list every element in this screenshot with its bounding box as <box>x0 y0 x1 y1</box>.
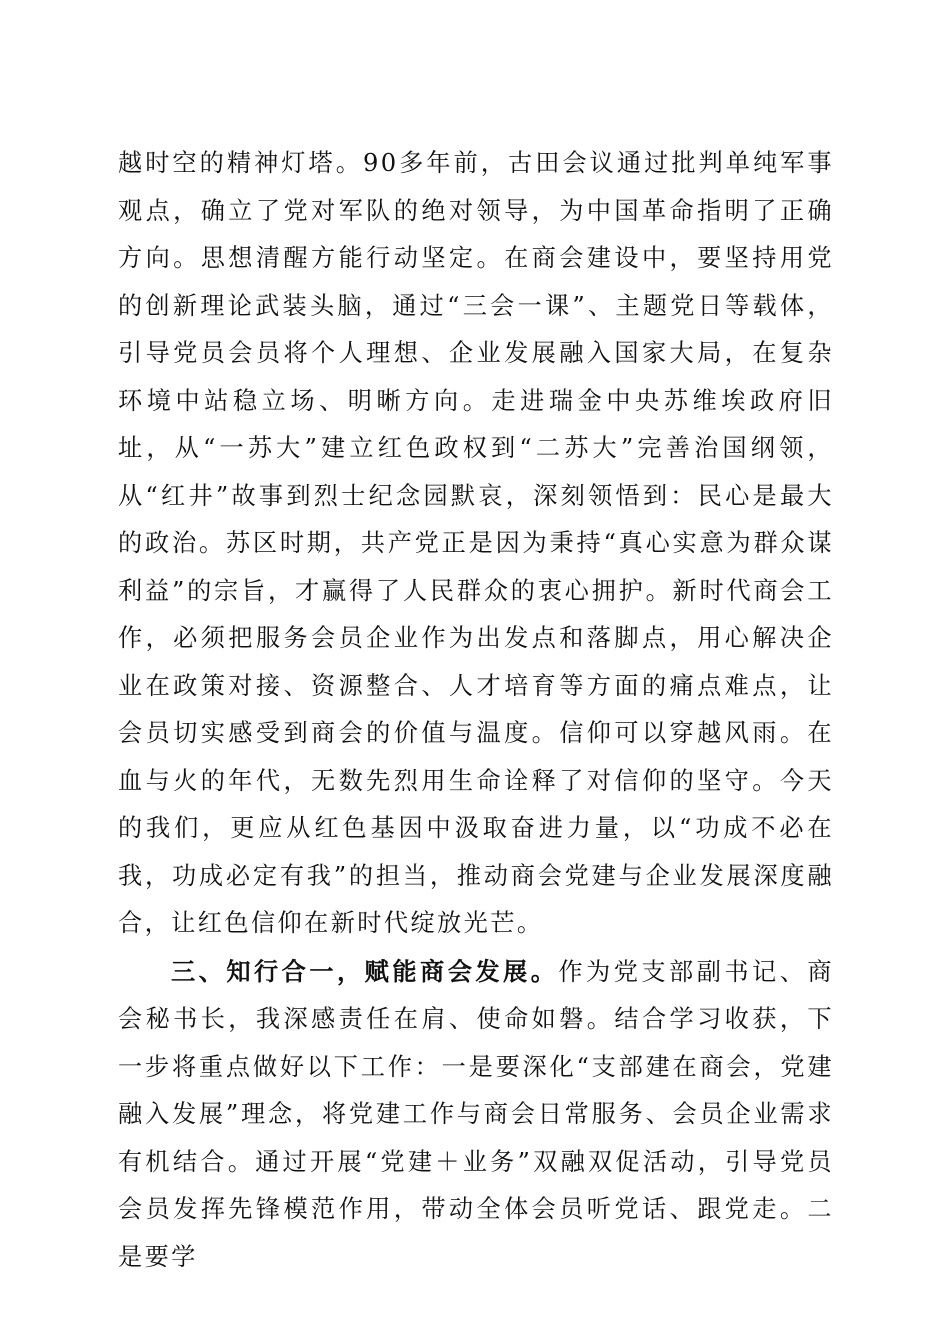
paragraph-continuation: 越时空的精神灯塔。90多年前，古田会议通过批判单纯军事观点，确立了党对军队的绝对领导，为中国革命指明了正确方向。思想清醒方能行动坚定。在商会建设中，要坚持用党的创新理论武装头脑，通过“三会一课”、主题党日等载体，引导党员会员将个人理想、企业发展融入国家大局，在复杂环境中站稳立场、明晰方向。走进瑞金中央苏维埃政府旧址，从“一苏大”建立红色政权到“二苏大”完善治国纲领，从“红井”故事到烈士纪念园默哀，深刻领悟到：民心是最大的政治。苏区时期，共产党正是因为秉持“真心实意为群众谋利益”的宗旨，才赢得了人民群众的衷心拥护。新时代商会工作，必须把服务会员企业作为出发点和落脚点，用心解决企业在政策对接、资源整合、人才培育等方面的痛点难点，让会员切实感受到商会的价值与温度。信仰可以穿越风雨。在血与火的年代，无数先烈用生命诠释了对信仰的坚守。今天的我们，更应从红色基因中汲取奋进力量，以“功成不必在我，功成必定有我”的担当，推动商会党建与企业发展深度融合，让红色信仰在新时代绽放光芒。 <box>118 149 834 937</box>
paragraph-section-three <box>118 948 834 1282</box>
document-body <box>118 140 834 1281</box>
section-heading: 三、知行合一，赋能商会发展。 <box>171 956 559 986</box>
section-body-text: 作为党支部副书记、商会秘书长，我深感责任在肩、使命如磐。结合学习收获，下一步将重点做好以下工作：一是要深化“支部建在商会，党建融入发展”理念，将党建工作与商会日常服务、会员企业需求有机结合。通过开展“党建＋业务”双融双促活动，引导党员会员发挥先锋模范作用，带动全体会员听党话、跟党走。二是要学 <box>118 957 834 1271</box>
